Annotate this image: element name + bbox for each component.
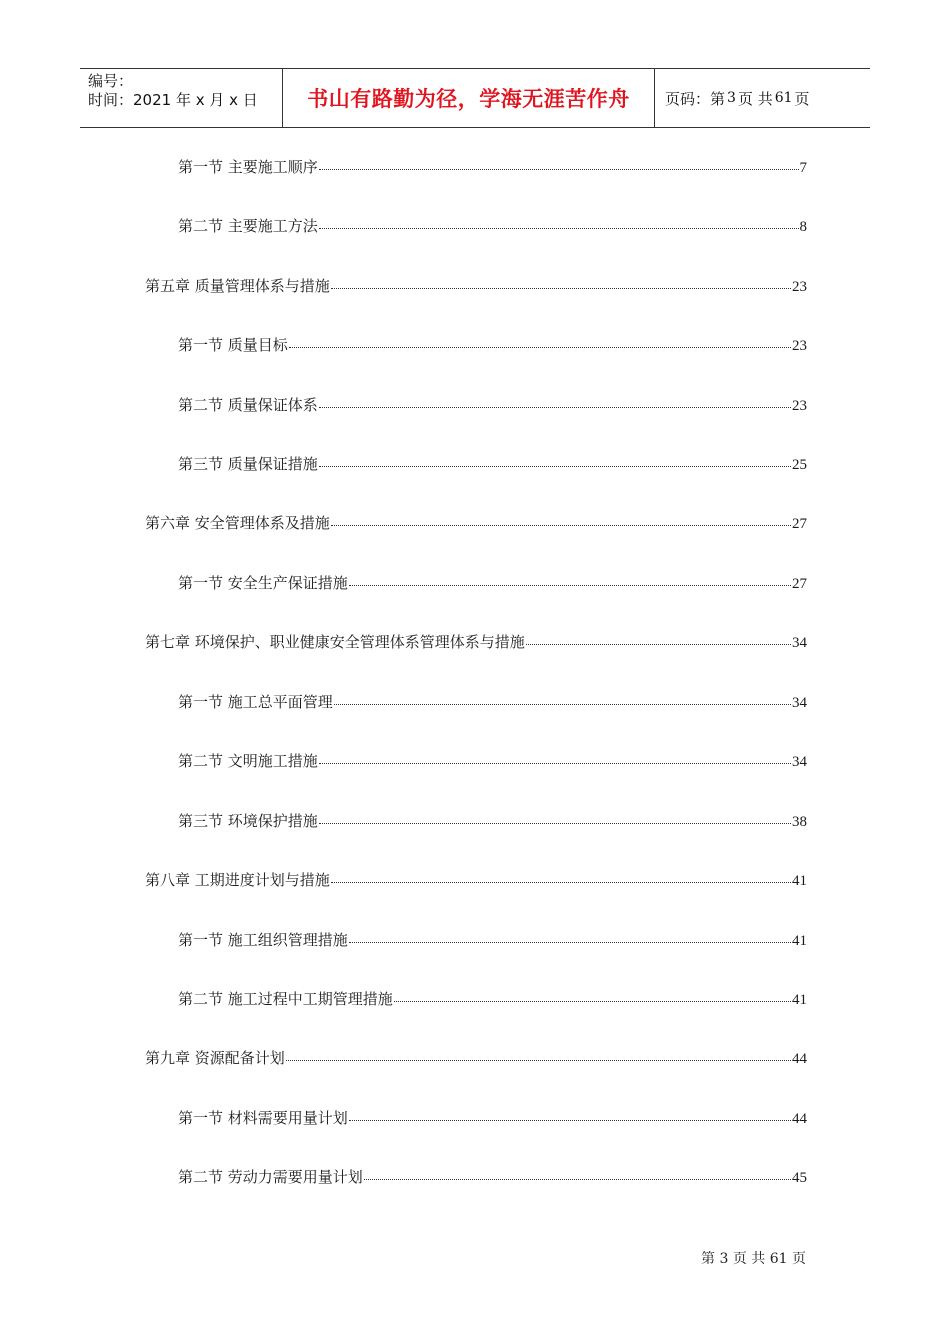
toc-leader-dots [394,1001,791,1002]
toc-entry[interactable] [145,1048,807,1069]
toc-entry[interactable] [145,870,807,891]
toc-entry[interactable] [178,1108,807,1129]
toc-leader-dots [319,466,791,467]
toc-entry-label: 第一节 材料需要用量计划 [178,1109,348,1127]
toc-leader-dots [364,1179,791,1180]
toc-entry[interactable] [178,454,807,475]
toc-entry-page: 7 [799,160,807,176]
toc-leader-dots [319,228,799,229]
toc-entry[interactable] [178,751,807,772]
page-suffix: 页 [794,89,810,108]
toc-entry[interactable] [145,513,807,534]
toc-entry-label: 第二节 劳动力需要用量计划 [178,1168,363,1186]
toc-entry-page: 27 [792,576,807,592]
toc-leader-dots [319,169,799,170]
toc-entry-page: 38 [792,814,807,830]
toc-leader-dots [319,407,791,408]
toc-leader-dots [319,763,791,764]
toc-leader-dots [331,288,791,289]
toc-entry-label: 第一节 施工组织管理措施 [178,931,348,949]
toc-entry-label: 第二节 文明施工措施 [178,752,318,770]
toc-entry-page: 34 [792,695,807,711]
document-header [80,68,870,128]
toc-entry[interactable] [178,1167,807,1188]
toc-leader-dots [331,882,791,883]
page-current: 3 [727,90,736,106]
toc-entry-label: 第三节 环境保护措施 [178,812,318,830]
toc-entry-page: 27 [792,516,807,532]
toc-entry-page: 41 [792,873,807,889]
toc-entry-label: 第一节 施工总平面管理 [178,693,333,711]
toc-leader-dots [349,942,791,943]
toc-entry[interactable] [178,335,807,356]
toc-entry[interactable] [178,573,807,594]
toc-entry[interactable] [145,632,807,653]
toc-entry-page: 23 [792,279,807,295]
toc-entry-label: 第二节 施工过程中工期管理措施 [178,990,393,1008]
toc-entry-label: 第一节 安全生产保证措施 [178,574,348,592]
toc-entry[interactable] [178,930,807,951]
toc-entry-label: 第八章 工期进度计划与措施 [145,871,330,889]
page-footer: 第 3 页 共 61 页 [701,1251,806,1267]
toc-entry-page: 23 [792,338,807,354]
toc-leader-dots [349,1120,791,1121]
toc-entry-label: 第九章 资源配备计划 [145,1049,285,1067]
toc-entry-label: 第三节 质量保证措施 [178,455,318,473]
toc-leader-dots [289,347,791,348]
toc-entry-page: 23 [792,398,807,414]
toc-entry-label: 第一节 主要施工顺序 [178,158,318,176]
toc-entry-label: 第二节 质量保证体系 [178,396,318,414]
page-middle: 页 共 [737,89,773,108]
toc-entry-label: 第六章 安全管理体系及措施 [145,514,330,532]
header-page-info [655,69,870,127]
toc-entry[interactable] [178,692,807,713]
toc-entry-label: 第五章 质量管理体系与措施 [145,277,330,295]
toc-leader-dots [526,644,791,645]
page-total: 61 [774,90,793,106]
number-label: 编号： [88,72,134,90]
toc-entry-page: 44 [792,1111,807,1127]
toc-entry-page: 41 [792,933,807,949]
toc-entry-page: 45 [792,1170,807,1186]
header-motto: 书山有路勤为径，学海无涯苦作舟 [282,69,655,127]
toc-entry-label: 第二节 主要施工方法 [178,217,318,235]
toc-entry-page: 25 [792,457,807,473]
toc-leader-dots [319,823,791,824]
toc-entry[interactable] [178,157,807,178]
toc-entry-page: 34 [792,754,807,770]
toc-leader-dots [331,525,791,526]
toc-leader-dots [334,704,791,705]
toc-entry[interactable] [178,989,807,1010]
toc-entry[interactable] [145,276,807,297]
toc-entry[interactable] [178,811,807,832]
toc-leader-dots [286,1060,791,1061]
toc-entry-page: 41 [792,992,807,1008]
header-meta [80,69,282,127]
toc-leader-dots [349,585,791,586]
toc-entry-page: 44 [792,1051,807,1067]
toc-entry-label: 第七章 环境保护、职业健康安全管理体系管理体系与措施 [145,633,525,651]
time-label: 时间：2021 年 x 月 x 日 [88,91,258,109]
toc-entry[interactable] [178,395,807,416]
toc-entry[interactable] [178,216,807,237]
toc-entry-label: 第一节 质量目标 [178,336,288,354]
page-prefix: 页码：第 [665,89,726,108]
toc-entry-page: 34 [792,635,807,651]
toc-entry-page: 8 [799,219,807,235]
